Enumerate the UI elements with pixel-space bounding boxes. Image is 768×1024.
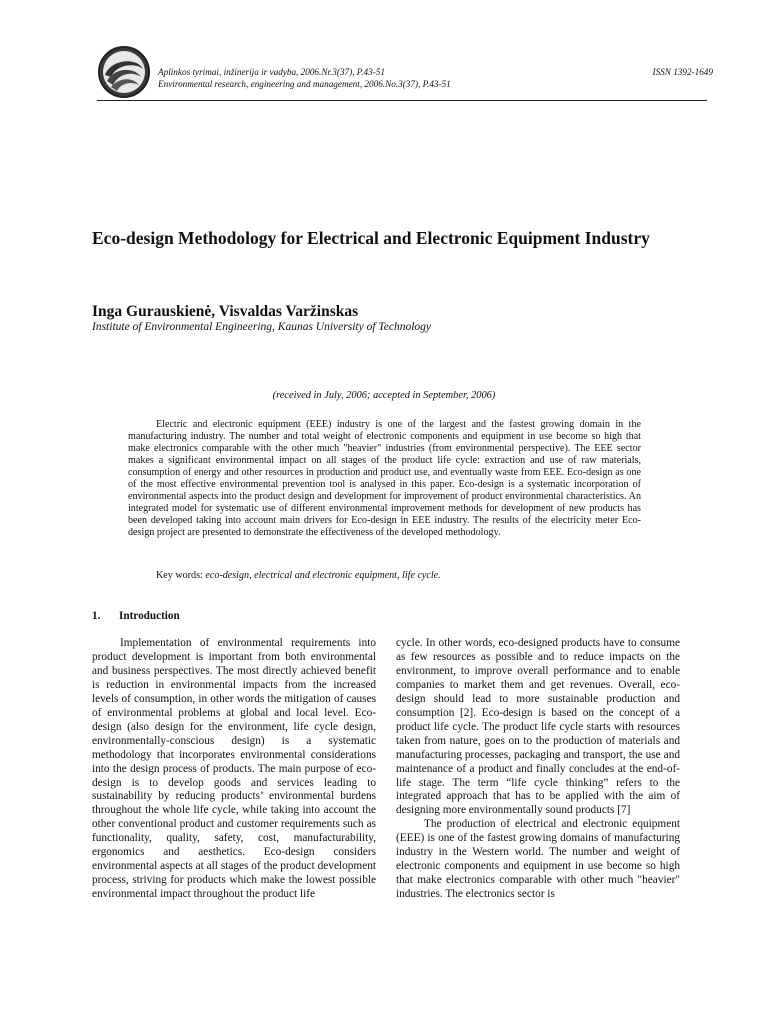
- abstract: Electric and electronic equipment (EEE) industry is one of the largest and the fastest growing domain in the manufacturing industry. The number and total weight of electronic components and equipment in use become so high that make electronics comparable with the other much "heavier" industries (from environmental perspective). The EEE sector makes a significant environmental impact on all stages of the product life cycle: extraction and use of raw materials, consumption of energy and other resources in production and product use, and eventually waste from EEE. Eco-design as one of the most effective environmental prevention tool is analysed in this paper. Eco-design is a systematic incorporation of environmental aspects into the product design and development for improvement of product environmental characteristics. An integrated model for systematic use of different environmental improvement methods for development of new products has been developed taking into account main drivers for Eco-design in EEE industry. The results of the electricity meter Eco-design project are presented to demonstrate the effectiveness of the developed methodology.: [128, 419, 641, 539]
- journal-citation-en: Environmental research, engineering and management, 2006.No.3(37), P.43-51: [158, 79, 451, 89]
- issn: ISSN 1392-1649: [652, 67, 713, 77]
- paragraph: cycle. In other words, eco-designed products have to consume as few resources as possible and to reduce impacts on the environment, to improve overall performance and to enable companies to market them and get revenues. Overall, eco-design should lead to more sustainable production and consumption [2]. Eco-design is based on the concept of a product life cycle. The product life cycle starts with resources taken from nature, goes on to the production of materials and manufacturing processes, packaging and transport, the use and maintenance of a product and finally concludes at the end-of-life stage. The term “life cycle thinking” refers to the integrated approach that has to be applied with the aim of designing more environmentally sound products [7]: [396, 637, 680, 817]
- header-rule: [97, 100, 707, 101]
- paragraph: Implementation of environmental requirements into product development is important from both environmental and business perspectives. The most directly achieved benefit is reduction in environmental impacts from the increased levels of consumption, in other words the mitigation of causes of environmental problems at global and local level. Eco-design (also design for the environment, life cycle design, environmentally-conscious design) is a systematic methodology that incorporates environmental considerations into the design process of products. The main purpose of eco-design is to develop goods and services leading to sustainability by reducing products’ environmental burdens throughout the whole life cycle, while taking into account the other conventional product and customer requirements such as functionality, quality, safety, cost, manufacturability, ergonomics and aesthetics. Eco-design considers environmental aspects at all stages of the product development process, striving for products which make the lowest possible environmental impact throughout the product life: [92, 637, 376, 901]
- keywords: [156, 570, 441, 581]
- journal-spiral-logo-icon: [97, 45, 151, 99]
- article-title: Eco-design Methodology for Electrical and Electronic Equipment Industry: [92, 228, 650, 248]
- author-affiliation: Institute of Environmental Engineering, Kaunas University of Technology: [92, 321, 431, 333]
- paragraph: The production of electrical and electronic equipment (EEE) is one of the fastest growing domains of manufacturing industry in the Western world. The number and weight of electronic components and equipment in use become so high that make electronics comparable with other much "heavier" industries. The electronics sector is: [396, 818, 680, 901]
- section-title: Introduction: [119, 610, 180, 622]
- section-number: 1.: [92, 610, 101, 622]
- journal-citation-lt: Aplinkos tyrimai, inžinerija ir vadyba, 2006.Nr.3(37), P.43-51: [158, 67, 385, 77]
- received-dates: (received in July, 2006; accepted in September, 2006): [272, 390, 496, 401]
- keywords-label: Key words:: [156, 570, 203, 581]
- section-heading: [92, 610, 180, 622]
- body-column-left: [92, 637, 376, 902]
- keywords-list: eco-design, electrical and electronic equipment, life cycle.: [205, 570, 441, 581]
- article-authors: Inga Gurauskienė, Visvaldas Varžinskas: [92, 303, 359, 320]
- body-column-right: [396, 637, 680, 902]
- journal-logo: [97, 45, 151, 99]
